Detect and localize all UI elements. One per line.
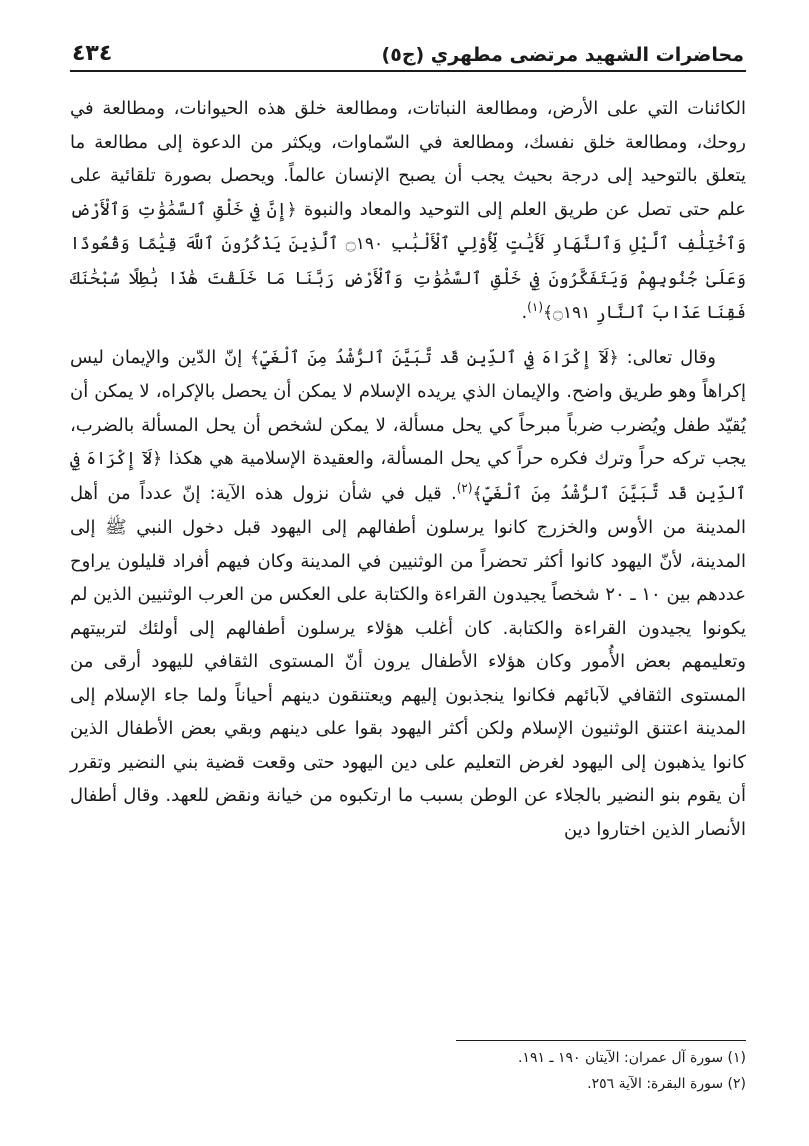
quran-verse-aal-imran: ﴿إِنَّ فِي خَلْقِ ٱلسَّمَٰوَٰتِ وَٱلْأَرْضِ وَٱخْتِلَٰفِ ٱلَّيْلِ وَٱلنَّهَارِ لَأَيَٰتٍ لِّأُوْلِي ٱلْأَلْبَٰبِ ۝١٩٠ ٱلَّذِينَ يَذْكُرُونَ ٱللَّهَ قِيَٰمًا وَقُعُودًا وَعَلَىٰ جُنُوبِهِمْ وَيَتَفَكَّرُونَ فِي خَلْقِ ٱلسَّمَٰوَٰتِ وَٱلْأَرْضِ رَبَّنَا مَا خَلَقْتَ هَٰذَا بَٰطِلًا سُبْحَٰنَكَ فَقِنَا عَذَابَ ٱلنَّارِ ۝١٩١﴾ <box>70 199 746 323</box>
quran-verse-baqarah-2: ﴿لَآ إِكْرَاهَ فِي ٱلدِّينِ قَد تَّبَيَّنَ ٱلرُّشْدُ مِنَ ٱلْغَيِّ﴾ <box>70 449 746 504</box>
paragraph-2-continuation: . قيل في شأن نزول هذه الآية: إنّ عدداً من أهل المدينة من الأوس والخزرج كانوا يرسلون أطفالهم إلى اليهود قبل دخول النبي ﷺ إلى المدينة، لأنّ اليهود كانوا أكثر تحضراً من الوثنيين في المدينة وكان فيهم أفراد قليلون يراوح عددهم بين ١٠ ـ ٢٠ شخصاً يجيدون القراءة والكتابة على العكس من العرب الوثنيين الذين لم يكونوا يجيدون القراءة والكتابة. كان أغلب هؤلاء يرسلون أطفالهم إلى أولئك لتربيتهم وتعليمهم بعض الأُمور وكان هؤلاء الأطفال يرون أنّ المستوى الثقافي لليهود أرقى من المستوى الثقافي لآبائهم فكانوا ينجذبون إليهم ويعتنقون دينهم أحياناً ولما جاء الإسلام إلى المدينة اعتنق الوثنيون الإسلام ولكن أكثر اليهود بقوا على دينهم وبقي بعض الأطفال الذين كانوا يذهبون إلى اليهود لغرض التعليم على دين اليهود حتى وقعت قضية بني النضير وتقرر أن يقوم بنو النضير بالجلاء عن الوطن بسبب ما ارتكبوه من خيانة ونقض للعهد. وقال أطفال الأنصار الذين اختاروا دين <box>70 482 746 840</box>
footnotes <box>70 1040 746 1097</box>
page <box>70 24 746 846</box>
book-title: محاضرات الشهيد مرتضى مطهري (ج٥) <box>381 44 744 66</box>
paragraph-2 <box>70 341 746 847</box>
paragraph-2-text: إنّ الدّين والإيمان ليس إكراهاً وهو طريق واضح. والإيمان الذي يريده الإسلام لا يمكن أن يحصل بالإكراه، لا يمكن أن يُقيّد طفل ويُضرب ضرباً مبرحاً كي يحل مسألة، لا يمكن لشخص أن يحل المسألة بالضرب، يجب تركه حراً وترك فكره حراً كي يحل المسألة، والعقيدة الإسلامية هي هكذا <box>70 346 746 469</box>
paragraph-1-end: . <box>521 302 528 323</box>
page-number: ٤٣٤ <box>72 41 113 66</box>
running-header <box>70 24 746 72</box>
footnote-ref-1: (١) <box>527 300 543 314</box>
body-text <box>70 92 746 846</box>
paragraph-1 <box>70 92 746 331</box>
footnote-1: (١) سورة آل عمران: الآيتان ١٩٠ ـ ١٩١. <box>517 1050 746 1066</box>
footnote-2: (٢) سورة البقرة: الآية ٢٥٦. <box>587 1076 746 1092</box>
paragraph-2-intro: وقال تعالى: <box>618 346 716 368</box>
paragraph-1-text: الكائنات التي على الأرض، ومطالعة النباتات، ومطالعة خلق هذه الحيوانات، ومطالعة في روحك، ومطالعة خلق نفسك، ومطالعة في السّماوات، ويكثر من الدعوة إلى مطالعة ما يتعلق بالتوحيد إلى درجة بحيث يجب أن يصبح الإنسان عالماً. ويحصل بصورة تلقائية على علم حتى تصل عن طريق العلم إلى التوحيد والمعاد والنبوة <box>70 98 746 220</box>
footnote-rule <box>456 1040 746 1041</box>
quran-verse-baqarah-1: ﴿لَآ إِكْرَاهَ فِي ٱلدِّينِ قَد تَّبَيَّنَ ٱلرُّشْدُ مِنَ ٱلْغَيِّ﴾ <box>250 347 619 368</box>
footnote-ref-2: (٢) <box>456 480 473 495</box>
